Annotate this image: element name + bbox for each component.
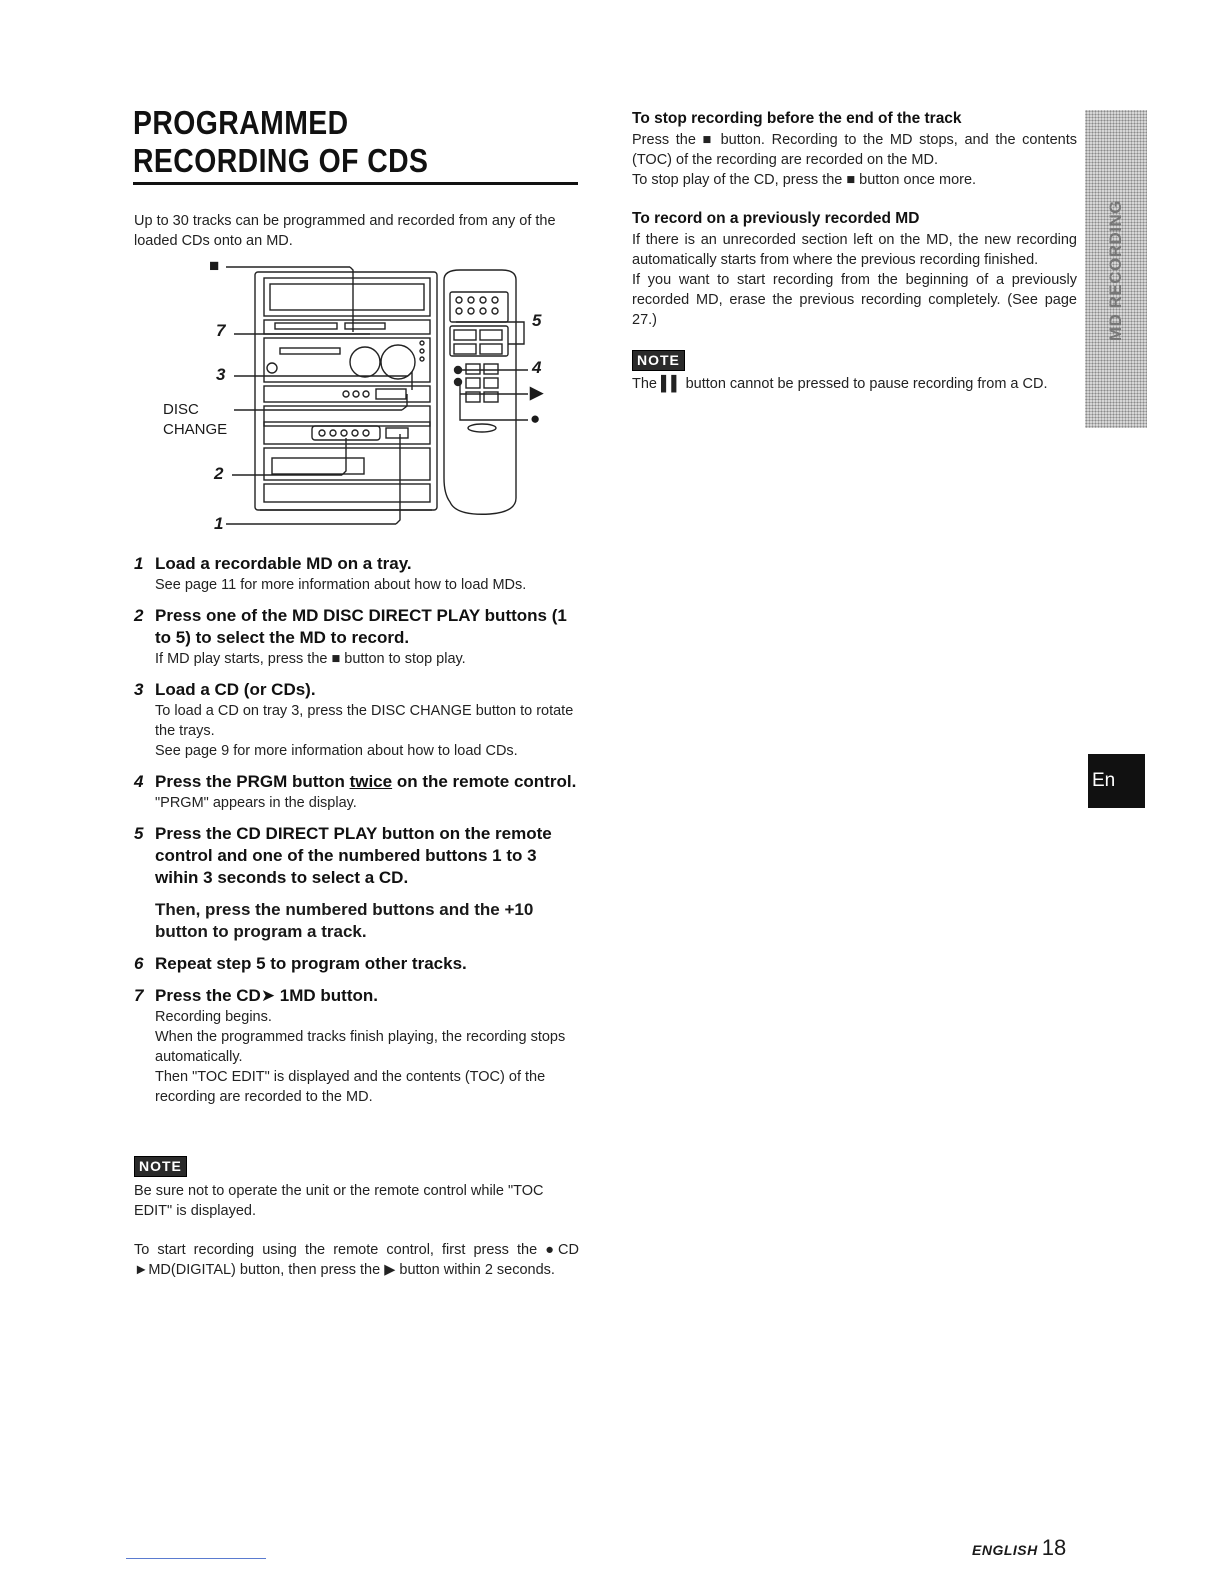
step-text: See page 9 for more information about how to load CDs. — [155, 743, 518, 759]
disc-change-label-1: DISC — [163, 401, 199, 418]
step-heading-emphasis: twice — [349, 772, 393, 791]
step-heading: Press the CD➤ 1MD button. — [155, 986, 378, 1005]
title-rule — [133, 182, 578, 185]
previous-md-text: If you want to start recording from the beginning of a previously recorded MD, erase the previous recording completely. (See page 27.) — [632, 272, 1077, 328]
stop-recording-heading: To stop recording before the end of the track — [632, 110, 962, 127]
step-text: Then "TOC EDIT" is displayed and the contents (TOC) of the recording are recorded to the MD. — [155, 1069, 546, 1105]
disc-change-label-2: CHANGE — [163, 421, 228, 438]
steps-list — [134, 553, 581, 1117]
step-heading: Repeat step 5 to program other tracks. — [155, 954, 467, 973]
intro-text: Up to 30 tracks can be programmed and recorded from any of the loaded CDs onto an MD. — [134, 213, 556, 249]
remote-tip-text: To start recording using the remote control, first press the ●CD ►MD(DIGITAL) button, then press the ▶ button within 2 seconds. — [134, 1242, 579, 1278]
step-heading: Load a recordable MD on a tray. — [155, 554, 412, 573]
note-text: Be sure not to operate the unit or the remote control while "TOC EDIT" is displayed. — [134, 1183, 544, 1219]
stereo-figure — [160, 258, 560, 548]
previous-md-heading: To record on a previously recorded MD — [632, 210, 920, 227]
step-number: 6 — [134, 954, 144, 973]
step-5 — [134, 823, 581, 943]
callout-7: 7 — [216, 321, 226, 340]
step-number: 3 — [134, 680, 144, 699]
step-number: 5 — [134, 824, 144, 843]
step-heading: Load a CD (or CDs). — [155, 680, 316, 699]
step-heading: Press one of the MD DISC DIRECT PLAY buttons (1 to 5) to select the MD to record. — [155, 606, 567, 647]
step-heading-part: on the remote control. — [392, 772, 577, 791]
stereo-system-illustration — [160, 258, 560, 548]
step-text: Recording begins. — [155, 1009, 272, 1025]
step-6 — [134, 953, 581, 975]
note-badge: NOTE — [134, 1156, 187, 1177]
step-3 — [134, 679, 581, 761]
footer-language: ENGLISH — [972, 1542, 1038, 1558]
step-number: 7 — [134, 986, 144, 1005]
step-text: To load a CD on tray 3, press the DISC CHANGE button to rotate the trays. — [155, 703, 574, 739]
right-column — [632, 108, 1077, 330]
step-number: 1 — [134, 554, 144, 573]
step-heading-part: Press the PRGM button — [155, 772, 350, 791]
page-title: PROGRAMMED RECORDING OF CDS — [133, 104, 429, 179]
language-tab: En — [1088, 754, 1145, 808]
step-text: When the programmed tracks finish playing, the recording stops automatically. — [155, 1029, 566, 1065]
page-number: 18 — [1041, 1535, 1067, 1560]
callout-5: 5 — [532, 311, 542, 330]
note-text: The ▌▌ button cannot be pressed to pause recording from a CD. — [632, 376, 1048, 392]
step-1 — [134, 553, 581, 595]
callout-1: 1 — [214, 514, 224, 533]
callout-stop: ■ — [209, 256, 220, 275]
step-text: See page 11 for more information about how to load MDs. — [155, 577, 527, 593]
step-7 — [134, 985, 581, 1107]
step-text: "PRGM" appears in the display. — [155, 795, 357, 811]
stop-recording-text: Press the ■ button. Recording to the MD stops, and the contents (TOC) of the recording are recorded on the MD. — [632, 132, 1077, 168]
step-number: 2 — [134, 606, 144, 625]
callout-2: 2 — [214, 464, 224, 483]
step-text: If MD play starts, press the ■ button to stop play. — [155, 651, 466, 667]
callout-4: 4 — [532, 358, 542, 377]
footnote-rule — [126, 1558, 266, 1559]
note-badge: NOTE — [632, 350, 685, 371]
callout-3: 3 — [216, 365, 226, 384]
section-side-tab — [1085, 110, 1147, 428]
callout-record: ● — [530, 409, 541, 428]
previous-md-text: If there is an unrecorded section left on the MD, the new recording automatically starts from where the previous recording finished. — [632, 232, 1077, 268]
callout-play: ▶ — [530, 383, 544, 402]
step-number: 4 — [134, 772, 144, 791]
step-subheading: Then, press the numbered buttons and the +10 button to program a track. — [155, 900, 534, 941]
stop-recording-text: To stop play of the CD, press the ■ button once more. — [632, 172, 977, 188]
step-2 — [134, 605, 581, 669]
step-4 — [134, 771, 581, 813]
section-side-tab-label: MD RECORDING — [1106, 200, 1125, 342]
step-heading: Press the CD DIRECT PLAY button on the remote control and one of the numbered buttons 1 to 3 wihin 3 seconds to select a CD. — [155, 824, 552, 887]
page-footer — [972, 1535, 1066, 1561]
